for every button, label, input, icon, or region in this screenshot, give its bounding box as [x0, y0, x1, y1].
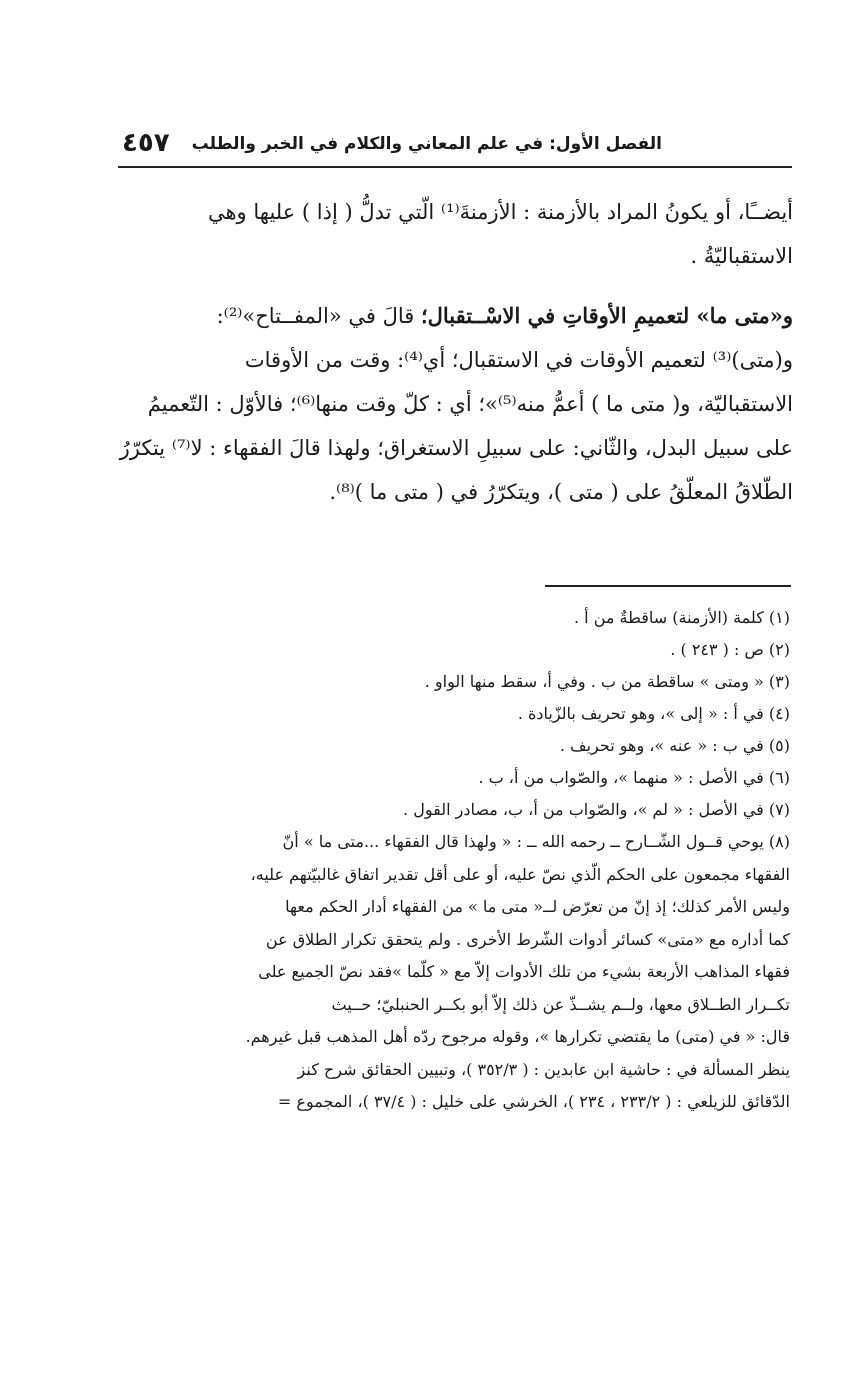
footnotes [90, 602, 790, 1119]
footnote-1: (١) كلمة (الأزمنة) ساقطةٌ من أ . [573, 608, 790, 627]
running-header [118, 128, 792, 168]
footnote-6: (٦) في الأصل : « منهما »، والصّواب من أ، ب . [478, 768, 790, 787]
footnote-5: (٥) في ب : « عنه »، وهو تحريف . [559, 736, 790, 755]
body-paragraph-2 [113, 294, 793, 514]
footnote-8: (٨) يوحي قــول الشّــارح ــ رحمه الله ــ : « ولهذا قال الفقهاء ...متى ما » أنّ الفقهاء مجمعون على الحكم الّذي نصّ عليه، أو على أقل تقدير اتفاق غالبيّتهم عليه، وليس الأمر كذلك؛ إذ إنّ من تعرّض لــ« متى ما » من الفقهاء أدار الحكم معها كما أداره مع «متى» كسائر أدوات الشّرط الأخرى . ولم يتحقق تكرار الطلاق عن فقهاء المذاهب الأربعة بشيء من تلك الأدوات إلاّ مع « كلّما »فقد نصّ الجميع على تكــرار الطــلاق معها، ولــم يشــذّ عن ذلك إلاّ أبو بكــر الحنبليّ؛ حــيث قال: « في (متى) ما يقتضي تكرارها »، وقوله مرجوح ردّه أهل المذهب قبل غيرهم. ينظر المسألة في : حاشية ابن عابدين : ( ٣٥٢/٣ )، وتبيين الحقائق شرح كنز الدّقائق للزيلعي : ( ٢٣٣/٢ ، ٢٣٤ )، الخرشي على خليل : ( ٣٧/٤ )، المجموع = [245, 832, 790, 1111]
body-paragraph-1: أيضــًا، أو يكونُ المراد بالأزمنة : الأزمنةَ⁽¹⁾ الّتي تدلُّ ( إذا ) عليها وهي الاستقباليّةُ . [207, 200, 793, 268]
footnote-7: (٧) في الأصل : « لم »، والصّواب من أ، ب، مصادر القول . [403, 800, 790, 819]
footnote-2: (٢) ص : ( ٢٤٣ ) . [670, 640, 790, 659]
paragraph-2-text: قالَ في «المفــتاح»⁽²⁾: و(متى)⁽³⁾ لتعميم الأوقات في الاستقبال؛ أي⁽⁴⁾: وقت من الأوقات الاستقباليّة، و( متى ما ) أعمُّ منه⁽⁵⁾»؛ أي : كلّ وقت منها⁽⁶⁾؛ فالأوّل : التّعميمُ على سبيل البدل، والثّاني: على سبيلِ الاستغراق؛ ولهذا قالَ الفقهاء : لا⁽⁷⁾ يتكرّرُ الطّلاقُ المعلّقُ على ( متى )، ويتكرّرُ في ( متى ما )⁽⁸⁾. [119, 304, 793, 504]
page-number: ٤٥٧ [122, 128, 170, 158]
footnote-4: (٤) في أ : « إلى »، وهو تحريف بالزّيادة . [517, 704, 790, 723]
chapter-title: الفصل الأول: في علم المعاني والكلام في الخبر والطلب [191, 134, 662, 154]
footnote-3: (٣) « ومتى » ساقطة من ب . وفي أ، سقط منها الواو . [424, 672, 790, 691]
section-heading: و«متى ما» لتعميمِ الأوقاتِ في الاسْــتقبال؛ [420, 303, 793, 328]
footnote-separator [545, 585, 791, 587]
